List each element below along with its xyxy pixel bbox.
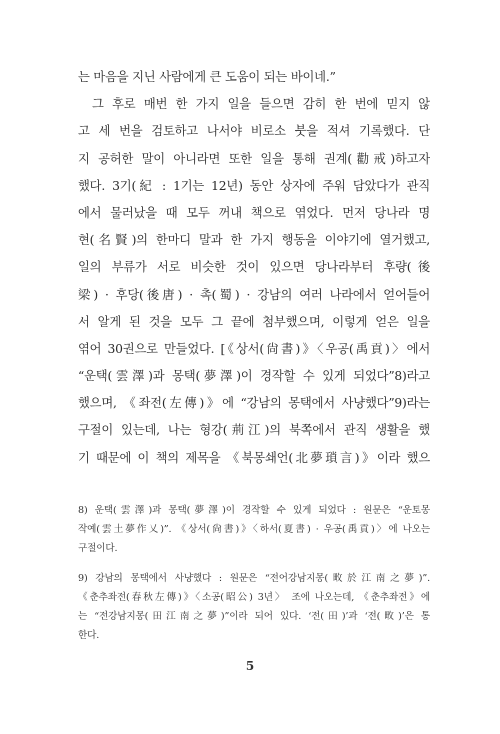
body-line: 일의 부류가 서로 비슷한 것이 있으면 당나라부터 후량(後 (78, 260, 430, 275)
body-line: 현(名賢)의 한마디 말과 한 가지 행동을 이야기에 열거했고, (78, 233, 430, 248)
body-line: 에서 물러났을 때 모두 꺼내 책으로 엮었다. 먼저 당나라 명 (78, 205, 430, 220)
body-line: 그 후로 매번 한 가지 일을 들으면 감히 한 번에 믿지 않 (92, 97, 430, 112)
body-line: 梁) · 후당(後唐) · 촉(蜀) · 강남의 여러 나라에서 얻어들어 (78, 287, 430, 302)
footnotes (78, 501, 430, 645)
body-line: 했으며, 《좌전(左傳)》에 “강남의 몽택에서 사냥했다”9)라는 (78, 396, 430, 411)
footnote-line: 구절이다. (78, 543, 118, 555)
body-line: 기 때문에 이 책의 제목을 《북몽쇄언(北夢瑣言)》이라 했으 (78, 450, 430, 465)
footnote-line: 8) 운택(雲澤)과 몽택(夢澤)이 경작할 수 있게 되었다 : 원문은 “운토몽 (78, 505, 430, 516)
body-line: 했다. 3기(紀 : 1기는 12년) 동안 상자에 주워 담았다가 관직 (78, 178, 430, 193)
body-line: 구절이 있는데, 나는 형강(荊江)의 북쪽에서 관직 생활을 했 (78, 423, 430, 438)
body-line: 는 마음을 지닌 사람에게 큰 도움이 되는 바이네.” (78, 70, 336, 84)
page-number: 5 (245, 659, 255, 673)
footnote-line: 는 “전강남지몽(田江南之夢)”이라 되어 있다. ‘전(田)’과 ‘전(畋)’은 통 (78, 610, 430, 622)
body-line: 서 알게 된 것을 모두 그 끝에 첨부했으며, 이렇게 얻은 일을 (78, 314, 430, 329)
footnote-line: 9) 강남의 몽택에서 사냥했다 : 원문은 “전어강남지몽(畋於江南之夢)”. (78, 572, 430, 584)
body-line: 고 세 번을 검토하고 나서야 비로소 붓을 적셔 기록했다. 단 (78, 124, 430, 139)
footnote-spacer (78, 559, 430, 569)
body-text (78, 64, 430, 472)
body-line: 지 공허한 말이 아니라면 또한 일을 통해 권계(勸戒)하고자 (78, 151, 430, 166)
footnote-9 (78, 569, 430, 646)
body-line: 엮어 30권으로 만들었다. [《상서(尙書)》〈우공(禹貢)〉에서 (78, 341, 430, 356)
footnote-line: 《춘추좌전(春秋左傳)》〈소공(昭公) 3년〉 조에 나오는데, 《춘추좌전》에 (78, 591, 430, 603)
footnote-line: 한다. (78, 630, 100, 642)
footnote-line: 작예(雲土夢作乂)”. 《상서(尙書)》〈하서(夏書) · 우공(禹貢)〉에 나오는 (78, 524, 430, 536)
body-line: “운택(雲澤)과 몽택(夢澤)이 경작할 수 있게 되었다”8)라고 (78, 369, 430, 384)
footnote-8 (78, 501, 430, 559)
